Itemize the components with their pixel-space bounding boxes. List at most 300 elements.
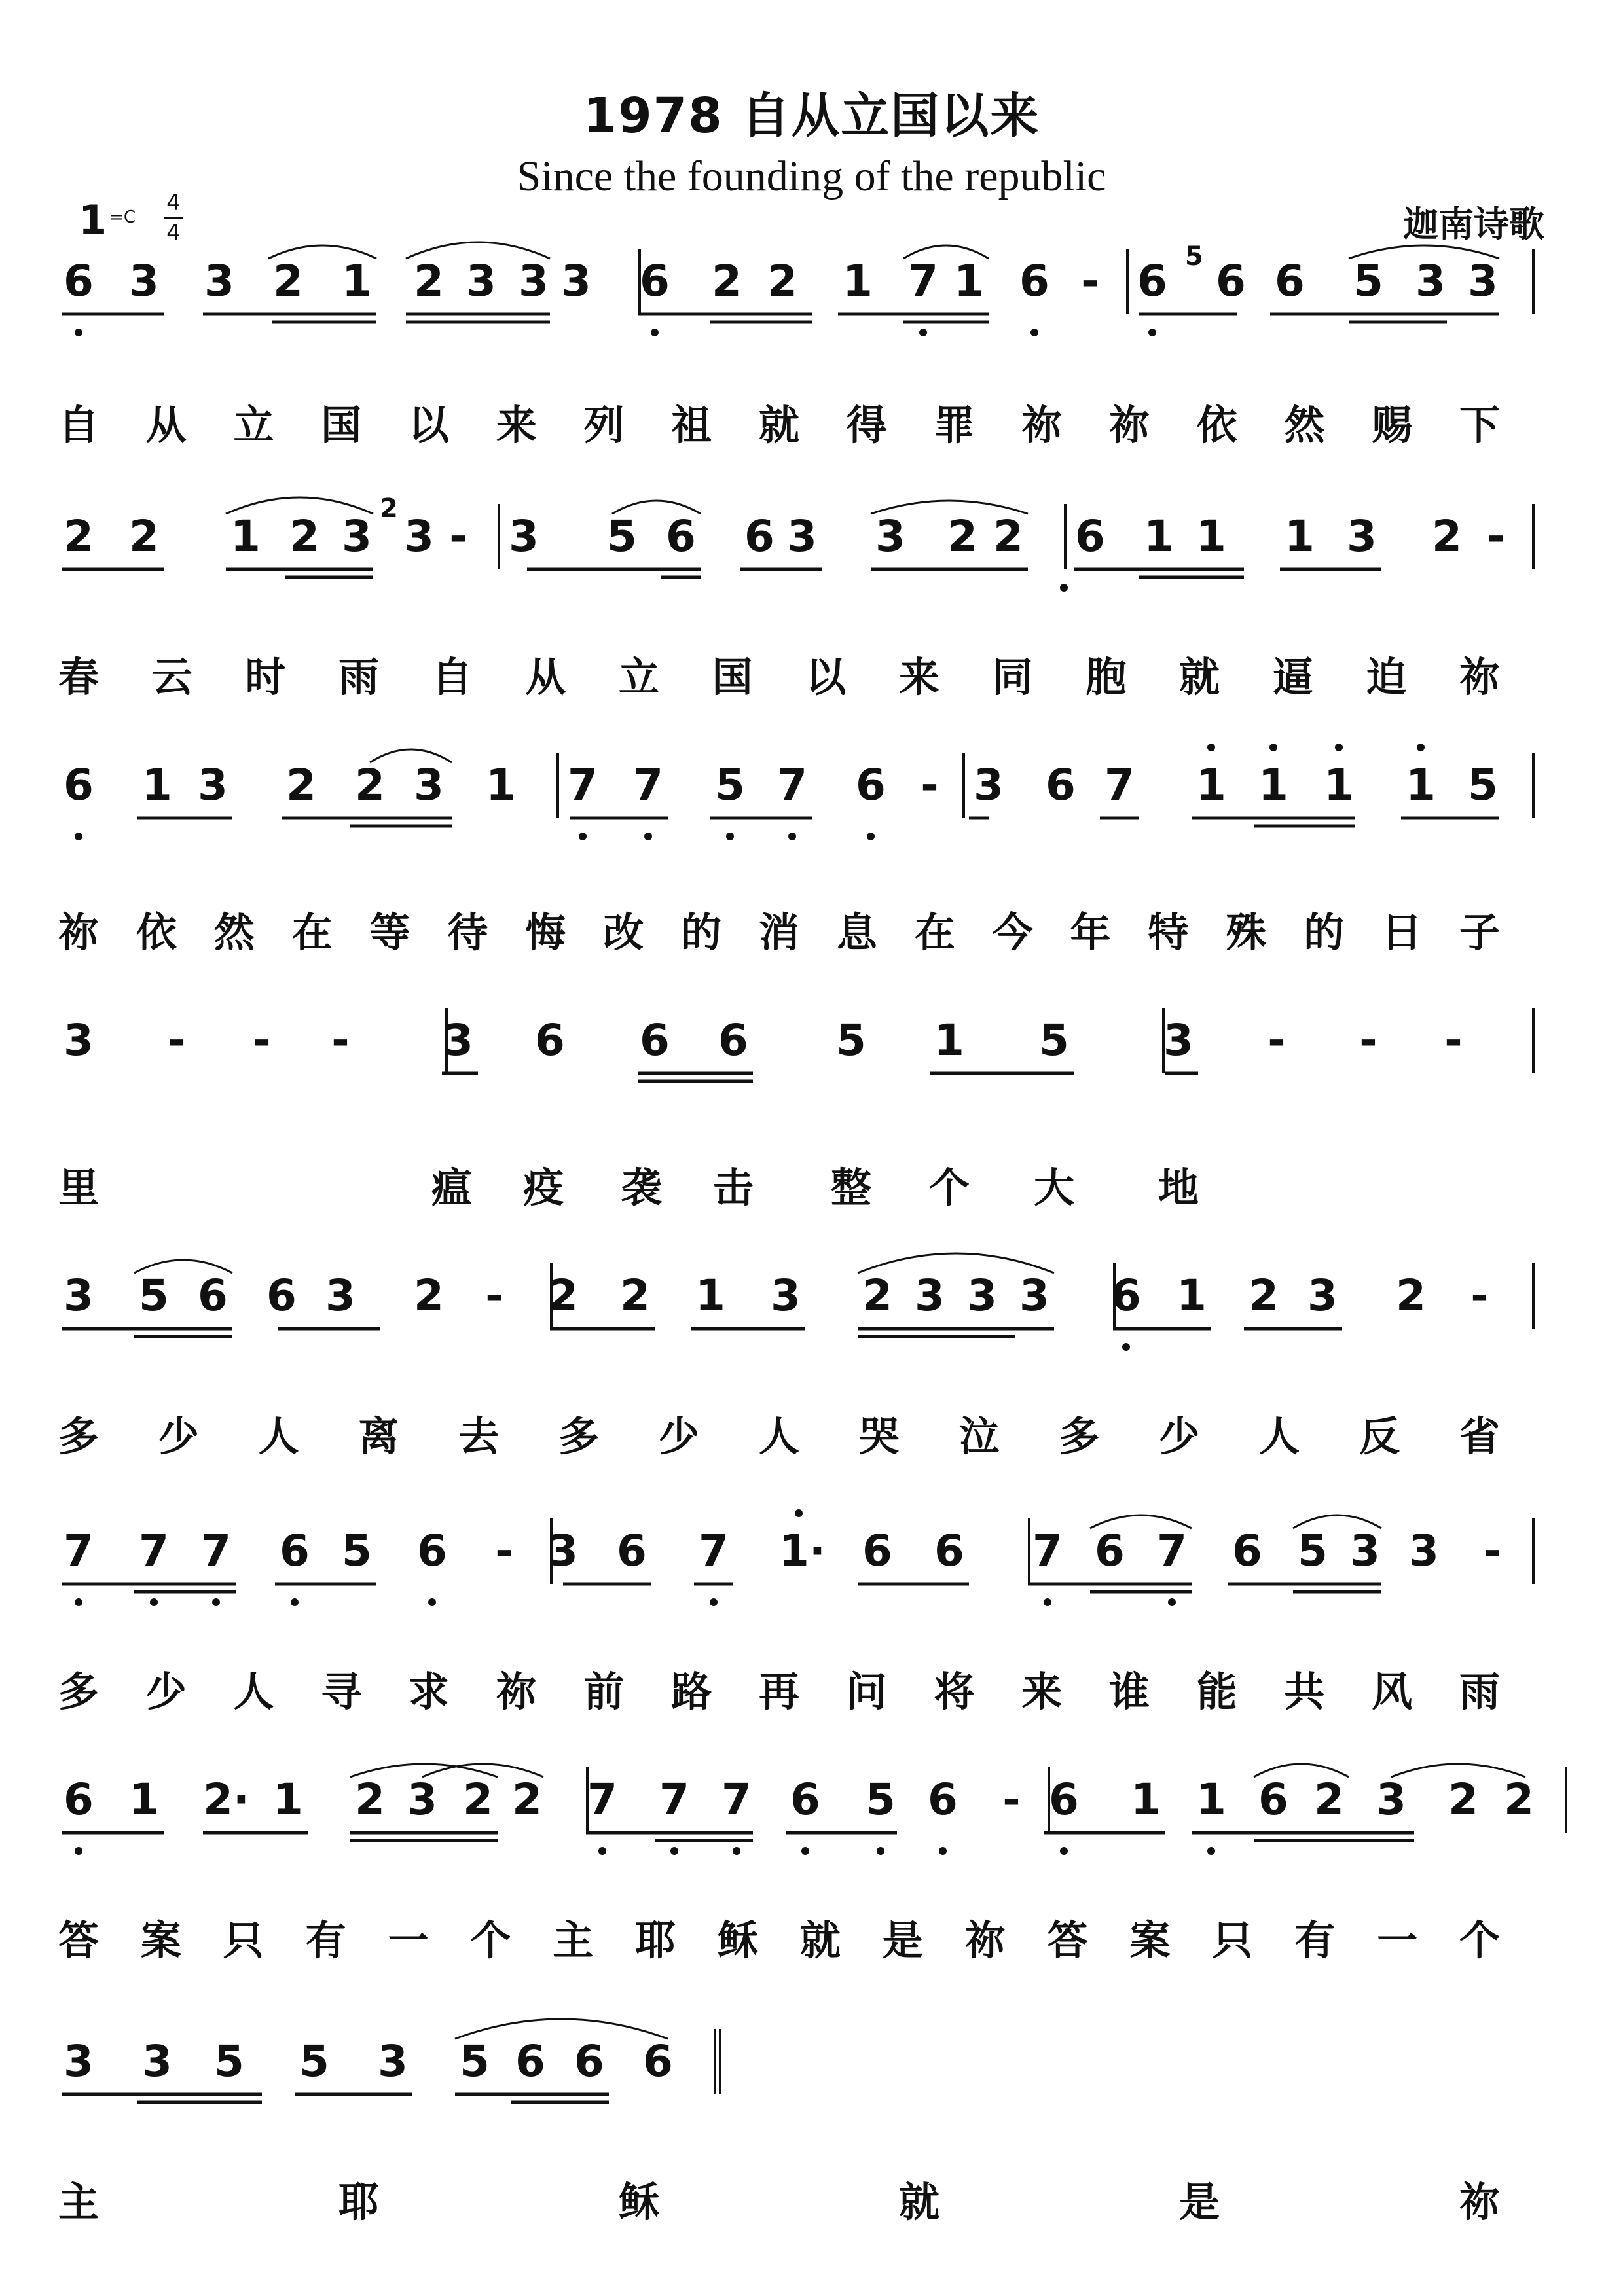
note-number: 6 [856, 760, 886, 810]
lyric-char: 从 [525, 653, 566, 701]
barline [962, 753, 965, 818]
note-number: 3 [204, 256, 234, 306]
note-number: 7 [633, 760, 663, 810]
note-number: 2· [203, 1774, 249, 1825]
lyric-char: 的 [1304, 908, 1345, 956]
note-number: 3 [466, 256, 496, 306]
lyric-char: 求 [408, 1668, 449, 1715]
lyric-char: 就 [1178, 653, 1220, 701]
note-number: 1 [934, 1015, 964, 1066]
note-number: 3 [519, 256, 549, 306]
note-number: 6 [1137, 256, 1167, 306]
note-number: 6 [417, 1526, 447, 1576]
note-number: 5 [299, 2036, 329, 2087]
note-number: 1 [1406, 760, 1436, 810]
lyric-char: 只 [223, 1916, 264, 1964]
lyric-char: 罪 [934, 401, 975, 449]
note-number: 1 [273, 1774, 303, 1825]
note-number: 7 [201, 1526, 231, 1576]
lyric-char: 雨 [1459, 1668, 1500, 1715]
grace-note: 5 [1185, 242, 1203, 272]
dash-extend: - [1002, 1774, 1021, 1825]
note-number: 5 [1353, 256, 1383, 306]
note-number: 3 [198, 760, 228, 810]
time-top: 4 [166, 190, 181, 216]
lyric-char: 少 [659, 1412, 700, 1460]
note-number: 2 [355, 1774, 385, 1825]
note-number: 6 [934, 1526, 964, 1576]
note-number: 2 [1504, 1774, 1534, 1825]
dash-extend: - [495, 1526, 513, 1576]
lyric-char: 赐 [1372, 401, 1413, 449]
lyric-row-2 [0, 645, 1623, 710]
lyric-char: 雨 [338, 653, 379, 701]
note-number: 3 [142, 2036, 172, 2087]
lyric-char: 前 [583, 1668, 625, 1715]
note-number: 6 [1095, 1526, 1125, 1576]
lyric-char: 得 [846, 401, 887, 449]
lyric-char: 自 [58, 401, 99, 449]
lyric-char: 待 [447, 908, 488, 956]
note-number: 2 [414, 256, 444, 306]
note-number: 3 [1376, 1774, 1406, 1825]
note-number: 3 [378, 2036, 408, 2087]
note-number: 3 [64, 1015, 94, 1066]
barline [556, 753, 559, 818]
lyric-char: 特 [1148, 908, 1189, 956]
lyric-char: 能 [1196, 1668, 1237, 1715]
note-number: 2 [64, 511, 94, 562]
lyric-char: 祢 [496, 1668, 537, 1715]
note-number: 6 [515, 2036, 545, 2087]
note-number: 6 [640, 256, 670, 306]
lyric-char: 立 [618, 653, 659, 701]
lyric-char: 少 [145, 1668, 187, 1715]
lyric-char: 就 [799, 1916, 841, 1964]
note-number: 7 [1157, 1526, 1187, 1576]
lyric-char: 人 [258, 1412, 299, 1460]
note-number: 1 [695, 1270, 725, 1321]
lyric-row-1 [0, 393, 1623, 458]
notation-row-2 [0, 504, 1623, 635]
note-number: 1 [1196, 511, 1226, 562]
lyric-row-6 [0, 1659, 1623, 1725]
final-barline [714, 2029, 721, 2094]
dash-extend: - [253, 1015, 271, 1066]
lyric-char: 省 [1459, 1412, 1500, 1460]
notation-row-5 [0, 1263, 1623, 1394]
lyric-char: 息 [836, 908, 877, 956]
note-number: 5 [836, 1015, 866, 1066]
note-number: 2 [1249, 1270, 1279, 1321]
lyric-char: 就 [758, 401, 799, 449]
note-number: 3 [407, 1774, 437, 1825]
note-number: 3 [129, 256, 159, 306]
note-number: 6 [64, 760, 94, 810]
octave-dot [1335, 744, 1343, 751]
lyric-char: 耶 [338, 2178, 379, 2226]
note-number: 2 [463, 1774, 493, 1825]
lyric-char: 整 [830, 1164, 871, 1211]
note-number: 1 [1196, 760, 1226, 810]
note-number: 2 [947, 511, 977, 562]
lyric-char: 殊 [1226, 908, 1267, 956]
note-number: 1 [342, 256, 372, 306]
note-number: 3 [414, 760, 444, 810]
time-bottom: 4 [166, 220, 181, 246]
note-number: 5 [139, 1270, 169, 1321]
note-number: 2 [767, 256, 797, 306]
note-number: 5 [214, 2036, 244, 2087]
note-number: 3 [561, 256, 591, 306]
note-number: 1 [1285, 511, 1315, 562]
lyric-char: 人 [758, 1412, 799, 1460]
lyric-row-4 [0, 1155, 1623, 1221]
lyric-char: 时 [245, 653, 286, 701]
note-number: 3 [967, 1270, 997, 1321]
lyric-char: 一 [388, 1916, 429, 1964]
lyric-char: 祢 [1108, 401, 1150, 449]
note-number: 3 [404, 511, 434, 562]
note-number: 1 [1176, 1270, 1207, 1321]
lyric-char: 人 [1259, 1412, 1300, 1460]
lyric-char: 国 [712, 653, 753, 701]
note-number: 6 [1275, 256, 1305, 306]
note-number: 6 [617, 1526, 647, 1576]
grace-note: 2 [380, 493, 398, 524]
dash-extend: - [1267, 1015, 1286, 1066]
note-number: 3 [771, 1270, 801, 1321]
notation-row-7 [0, 1767, 1623, 1898]
lyric-char: 立 [233, 401, 274, 449]
note-number: 7 [777, 760, 807, 810]
note-number: 1 [1144, 511, 1174, 562]
note-number: 2 [712, 256, 742, 306]
lyric-char: 路 [671, 1668, 712, 1715]
note-number: 5 [1468, 760, 1498, 810]
note-number: 5 [715, 760, 745, 810]
note-number: 6 [928, 1774, 958, 1825]
note-number: 3 [64, 1270, 94, 1321]
lyric-char: 在 [914, 908, 955, 956]
lyric-char: 就 [898, 2178, 939, 2226]
note-number: 5 [1039, 1015, 1069, 1066]
note-number: 2 [1314, 1774, 1344, 1825]
octave-dot [1417, 744, 1425, 751]
lyric-char: 祖 [671, 401, 712, 449]
barline [1532, 753, 1535, 818]
lyric-char: 迫 [1366, 653, 1407, 701]
lyric-char: 来 [898, 653, 939, 701]
song-title: 1978 自从立国以来 [583, 88, 1040, 144]
octave-dot [1207, 744, 1215, 751]
note-number: 7 [1032, 1526, 1063, 1576]
lyric-char: 来 [1021, 1668, 1063, 1715]
barline [1532, 504, 1535, 569]
notation-row-3 [0, 753, 1623, 884]
note-number: 2 [355, 760, 385, 810]
lyric-char: 答 [1047, 1916, 1088, 1964]
note-number: 6 [535, 1015, 565, 1066]
lyric-char: 依 [1196, 401, 1237, 449]
note-number: 2 [1432, 511, 1462, 562]
time-signature [164, 190, 183, 246]
lyric-char: 同 [992, 653, 1033, 701]
barline [1064, 504, 1067, 569]
lyric-char: 大 [1033, 1164, 1074, 1211]
lyric-char: 年 [1070, 908, 1111, 956]
lyric-char: 逼 [1272, 653, 1313, 701]
lyric-char: 击 [712, 1164, 754, 1211]
lyric-char: 个 [470, 1916, 511, 1964]
song-author: 迦南诗歌 [1403, 204, 1544, 245]
lyric-char: 多 [558, 1412, 600, 1460]
note-number: 3 [1350, 1526, 1380, 1576]
note-number: 6 [744, 511, 775, 562]
note-number: 5 [342, 1526, 372, 1576]
note-number: 7 [908, 256, 938, 306]
note-number: 3 [443, 1015, 473, 1066]
lyric-char: 祢 [58, 908, 99, 956]
lyric-char: 哭 [858, 1412, 900, 1460]
song-subtitle: Since the founding of the republic [517, 152, 1106, 200]
lyric-row-3 [0, 900, 1623, 965]
lyric-char: 少 [158, 1412, 199, 1460]
lyric-char: 依 [136, 908, 177, 956]
lyric-row-7 [0, 1908, 1623, 1973]
note-number: 2 [862, 1270, 892, 1321]
note-number: 3 [1019, 1270, 1049, 1321]
note-number: 3 [342, 511, 372, 562]
note-number: 6 [198, 1270, 228, 1321]
note-number: 3 [974, 760, 1004, 810]
lyric-char: 悔 [525, 908, 566, 956]
dash-extend: - [1444, 1015, 1463, 1066]
note-number: 2 [129, 511, 159, 562]
lyric-char: 从 [145, 401, 187, 449]
barline [1126, 249, 1129, 314]
lyric-char: 来 [496, 401, 537, 449]
key-name: =C [109, 207, 136, 227]
lyric-char: 自 [431, 653, 473, 701]
dash-extend: - [1470, 1270, 1489, 1321]
note-number: 6 [1049, 1774, 1079, 1825]
note-number: 7 [721, 1774, 752, 1825]
lyric-char: 主 [58, 2178, 99, 2226]
note-number: 3 [875, 511, 905, 562]
lyric-char: 日 [1381, 908, 1423, 956]
lyric-char: 胞 [1085, 653, 1127, 701]
lyric-char: 春 [58, 653, 99, 701]
barline [1532, 1008, 1535, 1073]
lyric-char: 祢 [1459, 653, 1500, 701]
note-number: 6 [1046, 760, 1076, 810]
lyric-char: 下 [1459, 401, 1500, 449]
dash-extend: - [1487, 511, 1505, 562]
barline [1532, 1263, 1535, 1329]
note-number: 1 [843, 256, 873, 306]
note-number: 2 [1396, 1270, 1426, 1321]
note-number: 1 [486, 760, 516, 810]
lyric-char: 祢 [964, 1916, 1006, 1964]
note-number: 1 [129, 1774, 159, 1825]
lyric-char: 里 [58, 1164, 99, 1211]
note-number: 2 [414, 1270, 444, 1321]
lyric-char: 少 [1159, 1412, 1200, 1460]
lyric-char: 国 [321, 401, 362, 449]
lyric-char: 人 [233, 1668, 274, 1715]
lyric-char: 泣 [958, 1412, 1000, 1460]
lyric-char: 列 [583, 401, 625, 449]
note-number: 1 [142, 760, 172, 810]
lyric-char: 以 [805, 653, 847, 701]
note-number: 6 [1216, 256, 1246, 306]
note-number: 7 [699, 1526, 729, 1576]
note-number: 2 [993, 511, 1023, 562]
note-number: 3 [787, 511, 817, 562]
note-number: 6 [280, 1526, 310, 1576]
lyric-char: 有 [1294, 1916, 1336, 1964]
lyric-char: 祢 [1021, 401, 1063, 449]
note-number: 2 [289, 511, 319, 562]
note-number: 6 [574, 2036, 604, 2087]
note-number: 6 [666, 511, 696, 562]
note-number: 3 [325, 1270, 356, 1321]
notation-row-8 [0, 2029, 1623, 2160]
octave-dot [795, 1509, 803, 1517]
lyric-char: 稣 [718, 1916, 759, 1964]
dash-extend: - [485, 1270, 503, 1321]
note-number: 6 [1075, 511, 1105, 562]
lyric-char: 然 [1284, 401, 1325, 449]
lyric-char: 的 [681, 908, 722, 956]
lyric-char: 个 [928, 1164, 970, 1211]
note-number: 2 [620, 1270, 650, 1321]
lyric-char: 消 [758, 908, 799, 956]
lyric-char: 反 [1359, 1412, 1400, 1460]
dash-extend: - [1081, 256, 1099, 306]
lyric-char: 耶 [635, 1916, 676, 1964]
lyric-char: 瘟 [431, 1164, 472, 1211]
lyric-char: 袭 [621, 1164, 662, 1211]
lyric-char: 多 [58, 1668, 99, 1715]
lyric-char: 在 [291, 908, 333, 956]
note-number: 3 [1468, 256, 1498, 306]
lyric-char: 是 [1178, 2178, 1220, 2226]
note-number: 5 [1298, 1526, 1328, 1576]
note-number: 6 [266, 1270, 297, 1321]
dash-extend: - [449, 511, 467, 562]
lyric-char: 地 [1158, 1164, 1199, 1211]
note-number: 6 [643, 2036, 673, 2087]
note-number: 6 [640, 1015, 670, 1066]
note-number: 6 [1258, 1774, 1288, 1825]
lyric-char: 问 [846, 1668, 887, 1715]
note-number: 6 [64, 1774, 94, 1825]
note-number: 6 [790, 1774, 820, 1825]
lyric-char: 等 [369, 908, 410, 956]
note-number: 1 [1324, 760, 1354, 810]
key-signature [79, 190, 181, 246]
note-number: 5 [607, 511, 637, 562]
octave-dot [1269, 744, 1277, 751]
lyric-char: 疫 [522, 1164, 564, 1211]
lyric-char: 风 [1372, 1668, 1413, 1715]
lyric-char: 谁 [1108, 1668, 1150, 1715]
lyric-char: 案 [140, 1916, 181, 1964]
note-number: 3 [1347, 511, 1377, 562]
note-number: 2 [273, 256, 303, 306]
notation-row-4 [0, 1008, 1623, 1139]
lyric-char: 只 [1212, 1916, 1253, 1964]
note-number: 3 [1307, 1270, 1338, 1321]
note-number: 3 [1409, 1526, 1439, 1576]
note-number: 6 [1019, 256, 1049, 306]
lyric-char: 再 [758, 1668, 799, 1715]
lyric-char: 是 [882, 1916, 923, 1964]
lyric-char: 今 [992, 908, 1033, 956]
note-number: 5 [460, 2036, 490, 2087]
lyric-char: 一 [1377, 1916, 1418, 1964]
lyric-char: 然 [213, 908, 255, 956]
notation-row-1 [0, 249, 1623, 380]
lyric-char: 寻 [321, 1668, 362, 1715]
note-number: 2 [548, 1270, 578, 1321]
barline [498, 504, 500, 569]
note-number: 7 [568, 760, 598, 810]
lyric-char: 多 [1059, 1412, 1100, 1460]
note-number: 1 [954, 256, 984, 306]
lyric-char: 答 [58, 1916, 99, 1964]
notation-row-6 [0, 1518, 1623, 1649]
dash-extend: - [1359, 1015, 1377, 1066]
note-number: 3 [64, 2036, 94, 2087]
lyric-char: 稣 [618, 2178, 659, 2226]
note-number: 2 [512, 1774, 542, 1825]
lyric-char: 祢 [1459, 2178, 1500, 2226]
lyric-row-8 [0, 2170, 1623, 2235]
dash-extend: - [168, 1015, 186, 1066]
note-number: 7 [139, 1526, 169, 1576]
lyric-char: 云 [151, 653, 192, 701]
lyric-char: 将 [934, 1668, 975, 1715]
key-one: 1 [79, 196, 107, 244]
barline [1565, 1767, 1567, 1833]
lyric-char: 主 [553, 1916, 594, 1964]
note-number: 6 [718, 1015, 748, 1066]
barline [1532, 249, 1535, 314]
note-number: 1· [779, 1526, 826, 1576]
note-number: 3 [1415, 256, 1446, 306]
lyric-char: 去 [458, 1412, 500, 1460]
note-number: 7 [64, 1526, 94, 1576]
dash-extend: - [1484, 1526, 1502, 1576]
note-number: 7 [1104, 760, 1135, 810]
dash-extend: - [921, 760, 939, 810]
note-number: 2 [286, 760, 316, 810]
lyric-char: 以 [408, 401, 449, 449]
note-number: 6 [1232, 1526, 1262, 1576]
lyric-char: 改 [603, 908, 644, 956]
lyric-char: 共 [1284, 1668, 1325, 1715]
note-number: 6 [64, 256, 94, 306]
note-number: 7 [659, 1774, 689, 1825]
note-number: 2 [1448, 1774, 1478, 1825]
lyric-char: 离 [358, 1412, 399, 1460]
lyric-char: 子 [1459, 908, 1500, 956]
note-number: 6 [862, 1526, 892, 1576]
note-number: 3 [1163, 1015, 1194, 1066]
